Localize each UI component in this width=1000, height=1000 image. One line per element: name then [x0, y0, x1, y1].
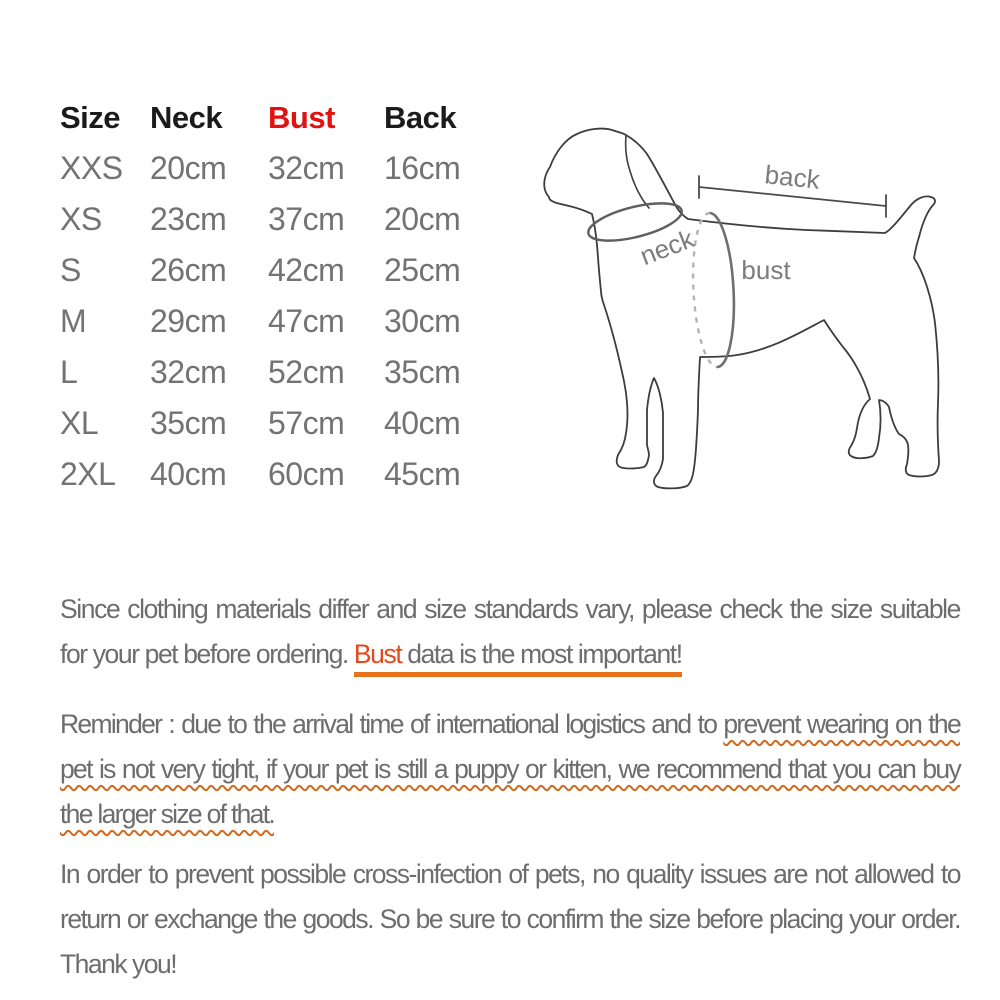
- size-table: [60, 92, 504, 500]
- size-label: M: [60, 303, 87, 339]
- neck-label: neck: [635, 223, 698, 272]
- size-label: XS: [60, 201, 102, 237]
- note-reminder-lead: Reminder : due to the arrival time of international logistics and to: [60, 708, 724, 739]
- back-value: 25cm: [384, 252, 461, 288]
- note-size-check: [60, 587, 960, 677]
- neck-value: 29cm: [150, 303, 227, 339]
- note-size-check-text: Since clothing materials differ and size standards vary, please check the size suitable for your pet before ordering.: [60, 593, 960, 669]
- back-value: 20cm: [384, 201, 461, 237]
- dog-outline: [544, 129, 939, 489]
- size-table-header-size: Size: [60, 99, 121, 135]
- bust-measure-ellipse-front: [710, 213, 734, 367]
- bust-value: 32cm: [268, 150, 345, 186]
- dog-measurement-diagram: [520, 110, 990, 570]
- note-no-return-policy-text: In order to prevent possible cross-infection of pets, no quality issues are not allowed to return or exchange the goods. So be sure to confirm the size before placing your order. Thank you!: [60, 858, 960, 979]
- note-no-return-policy: [60, 852, 960, 987]
- bust-value: 57cm: [268, 405, 345, 441]
- bust-value: 37cm: [268, 201, 345, 237]
- bust-value: 42cm: [268, 252, 345, 288]
- size-label: 2XL: [60, 456, 116, 492]
- note-bust-important: [354, 639, 682, 677]
- bust-measure-ellipse-back: [693, 213, 717, 367]
- note-reminder-underlined: prevent wearing on the pet is not very tight, if your pet is still a puppy or kitten, we recommend that you can buy the larger size of that.: [60, 708, 961, 829]
- back-value: 40cm: [384, 405, 461, 441]
- back-value: 45cm: [384, 456, 461, 492]
- bust-value: 52cm: [268, 354, 345, 390]
- size-label: XXS: [60, 150, 123, 186]
- back-label: back: [763, 159, 822, 195]
- dog-ear-line: [626, 136, 649, 208]
- note-bust-important-rest: data is the most important!: [401, 638, 682, 669]
- size-table-header-back: Back: [384, 99, 457, 135]
- bust-label: bust: [741, 255, 791, 285]
- neck-value: 35cm: [150, 405, 227, 441]
- back-value: 35cm: [384, 354, 461, 390]
- bust-value: 60cm: [268, 456, 345, 492]
- neck-value: 20cm: [150, 150, 227, 186]
- size-label: XL: [60, 405, 99, 441]
- size-table-header-neck: Neck: [150, 99, 223, 135]
- back-value: 16cm: [384, 150, 461, 186]
- neck-value: 32cm: [150, 354, 227, 390]
- neck-value: 26cm: [150, 252, 227, 288]
- bust-value: 47cm: [268, 303, 345, 339]
- back-value: 30cm: [384, 303, 461, 339]
- neck-value: 40cm: [150, 456, 227, 492]
- bust-word-highlight: Bust: [353, 638, 402, 669]
- size-label: S: [60, 252, 81, 288]
- note-reminder: [60, 702, 960, 837]
- size-table-header-bust: Bust: [268, 99, 335, 135]
- neck-value: 23cm: [150, 201, 227, 237]
- size-label: L: [60, 354, 78, 390]
